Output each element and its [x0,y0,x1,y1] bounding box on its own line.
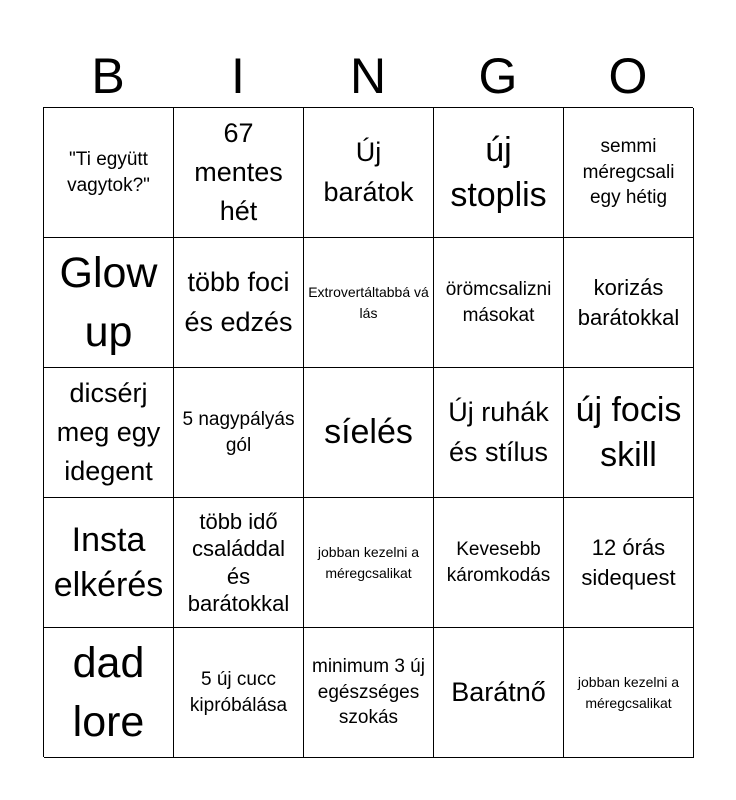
cell-text: semmi méregcsali egy hétig [582,136,675,209]
cell-text: Új barátok [323,137,414,207]
cell-text: dad lore [72,639,145,746]
cell-text: örömcsalizni másokat [445,278,552,326]
cell-text: több idő családdal és barátokkal [187,508,290,616]
bingo-cell-r5c3[interactable] [304,628,434,758]
bingo-cell-r4c2[interactable] [174,498,304,628]
header-letter-b: B [91,48,125,104]
bingo-cell-r4c1[interactable] [44,498,174,628]
bingo-cell-r2c1[interactable] [44,238,174,368]
cell-text: korizás barátokkal [577,275,680,330]
bingo-cell-r4c3[interactable] [304,498,434,628]
bingo-cell-r1c1[interactable] [44,108,174,238]
bingo-board [43,107,693,757]
bingo-cell-r5c4[interactable] [434,628,564,758]
bingo-cell-r2c2[interactable] [174,238,304,368]
cell-text: jobban kezelni a méregcsalikat [317,543,420,581]
cell-text: több foci és edzés [184,267,293,337]
bingo-cell-r2c3[interactable] [304,238,434,368]
cell-text: Glow up [59,249,158,356]
cell-text: Extrovertáltabbá válás [308,283,429,321]
cell-text: 5 nagypályás gól [182,408,295,456]
cell-text: dicsérj meg egy idegent [56,377,161,487]
bingo-cell-r1c2[interactable] [174,108,304,238]
cell-text: 5 új cucc kipróbálása [189,668,288,716]
cell-text: "Ti együtt vagytok?" [67,148,150,196]
bingo-cell-r1c3[interactable] [304,108,434,238]
bingo-cell-r1c5[interactable] [564,108,694,238]
header-letter-o: O [608,48,648,104]
cell-text: Kevesebb káromkodás [446,538,551,586]
cell-text: 67 mentes hét [194,117,283,227]
bingo-cell-r5c2[interactable] [174,628,304,758]
header-letter-n: N [349,48,387,104]
bingo-cell-r3c5[interactable] [564,368,694,498]
cell-text: 12 órás sidequest [581,535,676,590]
bingo-cell-r3c3[interactable] [304,368,434,498]
cell-text: Barátnő [451,676,546,707]
bingo-cell-r3c1[interactable] [44,368,174,498]
cell-text: új stoplis [450,131,547,214]
header-letter-g: G [478,48,518,104]
cell-text: síelés [324,413,413,452]
bingo-cell-r3c2[interactable] [174,368,304,498]
bingo-header [43,44,693,108]
bingo-cell-r5c5[interactable] [564,628,694,758]
cell-text: Insta elkérés [53,521,164,604]
bingo-cell-r2c5[interactable] [564,238,694,368]
bingo-cell-r1c4[interactable] [434,108,564,238]
bingo-cell-r4c4[interactable] [434,498,564,628]
header-letter-i: I [231,48,245,104]
bingo-cell-r2c4[interactable] [434,238,564,368]
bingo-cell-r5c1[interactable] [44,628,174,758]
cell-text: jobban kezelni a méregcsalikat [577,673,680,711]
bingo-cell-r4c5[interactable] [564,498,694,628]
cell-text: új focis skill [575,391,682,474]
cell-text: minimum 3 új egészséges szokás [312,656,425,729]
cell-text: Új ruhák és stílus [448,397,549,467]
bingo-cell-r3c4[interactable] [434,368,564,498]
